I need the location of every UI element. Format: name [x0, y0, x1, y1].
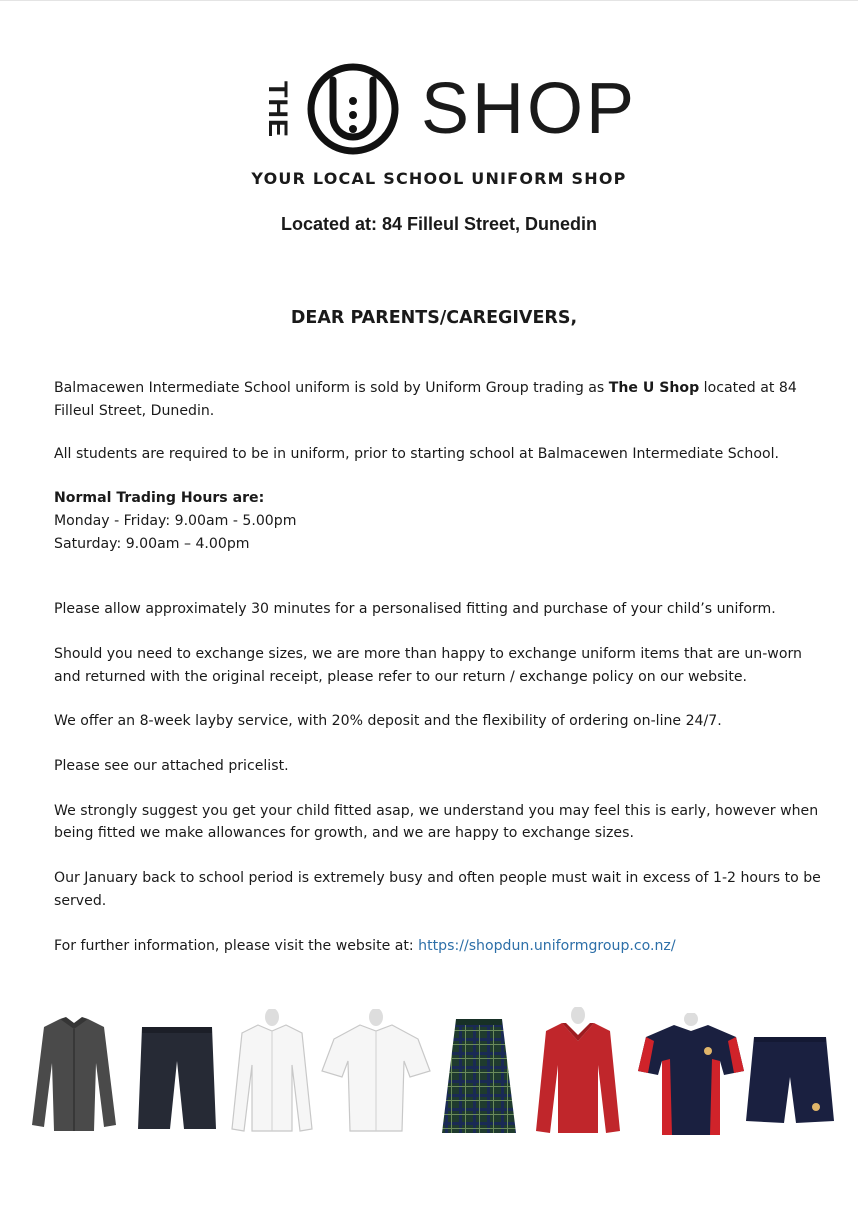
letter-body: [54, 377, 824, 957]
trading-hours: Normal Trading Hours are: Monday - Friday: 9.00am - 5.00pm Saturday: 9.00am – 4.00pm: [54, 490, 297, 552]
website-link[interactable]: https://shopdun.uniformgroup.co.nz/: [418, 937, 676, 954]
logo-u-circle-icon: [299, 63, 407, 155]
white-short-sleeve-blouse-icon: [318, 1009, 434, 1135]
layby-paragraph: We offer an 8-week layby service, with 20% deposit and the flexibility of ordering on-line 24/7.: [54, 713, 722, 730]
store-location: Located at: 84 Filleul Street, Dunedin: [280, 214, 598, 234]
website-paragraph: For further information, please visit the website at: https://shopdun.uniformgroup.co.nz/: [54, 937, 676, 954]
red-jersey-icon: [532, 1007, 624, 1137]
svg-text:U: U: [299, 63, 300, 64]
grey-long-sleeve-shirt-icon: [30, 1015, 118, 1135]
fitting-advice-paragraph: We strongly suggest you get your child fitted asap, we understand you may feel this is early, however when being fitted we make allowances for growth, and we are happy to exchange sizes.: [54, 802, 819, 842]
fitting-paragraph: Please allow approximately 30 minutes for a personalised fitting and purchase of your child’s uniform.: [54, 601, 776, 618]
greeting-heading: DEAR PARENTS/CAREGIVERS,: [290, 308, 578, 328]
uniform-product-images: [0, 1001, 858, 1151]
uniform-requirement-paragraph: All students are required to be in uniform, prior to starting school at Balmacewen Intermediate School.: [54, 446, 779, 463]
navy-sports-shorts-icon: [744, 1037, 836, 1125]
u-shop-logo: [255, 63, 638, 155]
navy-sports-tshirt-icon: [636, 1013, 746, 1137]
intro-paragraph: Balmacewen Intermediate School uniform is sold by Uniform Group trading as The U Shop located at 84 Filleul Street, Dunedin.: [54, 380, 797, 419]
white-long-sleeve-blouse-icon: [230, 1009, 314, 1135]
tagline: YOUR LOCAL SCHOOL UNIFORM SHOP: [251, 169, 627, 188]
logo-shop-text: SHOP: [421, 69, 638, 149]
busy-period-paragraph: Our January back to school period is extremely busy and often people must wait in excess of 1-2 hours to be served.: [54, 870, 821, 909]
exchange-paragraph: Should you need to exchange sizes, we are more than happy to exchange uniform items that are un-worn and returned with the original receipt, please refer to our return / exchange policy on our website.: [54, 645, 802, 685]
pricelist-paragraph: Please see our attached pricelist.: [54, 758, 289, 775]
logo-the-text: THE: [262, 80, 293, 138]
tartan-skirt-icon: [440, 1019, 518, 1135]
charcoal-shorts-icon: [136, 1027, 218, 1131]
